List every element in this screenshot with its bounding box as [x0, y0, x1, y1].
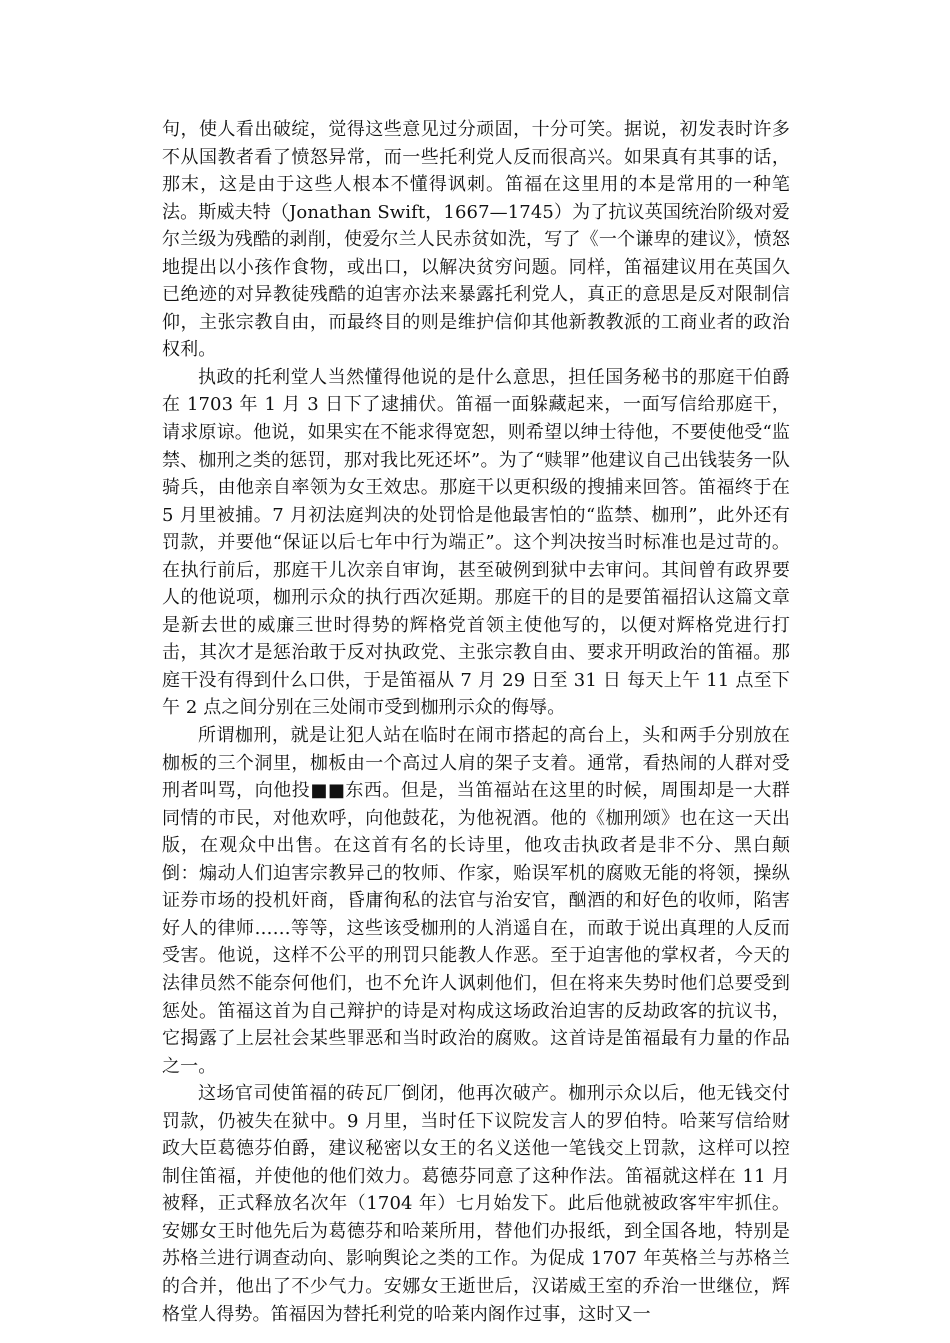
- paragraph-3: 所谓枷刑，就是让犯人站在临时在闹市搭起的高台上，头和两手分别放在枷板的三个洞里，枷板由一个高过人肩的架子支着。通常，看热闹的人群对受刑者叫骂，向他投■■东西。但是，当笛福站在这里的时候，周围却是一大群同情的市民，对他欢呼，向他鼓花，为他祝酒。他的《枷刑颂》也在这一天出版，在观众中出售。在这首有名的长诗里，他攻击执政者是非不分、黑白颠倒：煽动人们迫害宗教异己的牧师、作家，贻误军机的腐败无能的将领，操纵证券市场的投机奸商，昏庸徇私的法官与治安官，酗酒的和好色的收师，陷害好人的律师……等等，这些该受枷刑的人消遥自在，而敢于说出真理的人反而受害。他说，这样不公平的刑罚只能教人作恶。至于迫害他的掌权者，今天的法律员然不能奈何他们，也不允许人讽刺他们，但在将来失势时他们总要受到惩处。笛福这首为自己辩护的诗是对构成这场政治迫害的反劫政客的抗议书，它揭露了上层社会某些罪恶和当时政治的腐败。这首诗是笛福最有力量的作品之一。: [162, 725, 790, 1077]
- document-page: [162, 116, 790, 1328]
- paragraph-2: 执政的托利堂人当然懂得他说的是什么意思，担任国务秘书的那庭干伯爵在 1703 年 1 月 3 日下了逮捕伏。笛福一面躲藏起来，一面写信给那庭干，请求原谅。他说，如果实在不能求得宽恕，则希望以绅士待他，不要使他受“监禁、枷刑之类的惩罚，那对我比死还坏”。为了“赎罪”他建议自己出钱装务一队骑兵，由他亲自率领为女王效忠。那庭干以更积级的搜捕来回答。笛福终于在 5 月里被捕。7 月初法庭判决的处罚恰是他最害怕的“监禁、枷刑”，此外还有罚款，并要他“保证以后七年中行为端正”。这个判决按当时标准也是过苛的。在执行前后，那庭干儿次亲自审询，甚至破例到狱中去审问。其间曾有政界要人的他说项，枷刑示众的执行西次延期。那庭干的目的是要笛福招认这篇文章是新去世的威廉三世时得势的辉格党首领主使他写的，以便对辉格党进行打击，其次才是惩治敢于反对执政党、主张宗教自由、要求开明政治的笛福。那庭干没有得到什么口供，于是笛福从 7 月 29 日至 31 日 每天上午 11 点至下午 2 点之间分别在三处闹市受到枷刑示众的侮辱。: [162, 366, 790, 719]
- paragraph-4: 这场官司使笛福的砖瓦厂倒闭，他再次破产。枷刑示众以后，他无钱交付罚款，仍被失在狱中。9 月里，当时任下议院发言人的罗伯特。哈莱写信给财政大臣葛德芬伯爵，建议秘密以女王的名义送他一笔钱交上罚款，这样可以控制住笛福，并使他的他们效力。葛德芬同意了这种作法。笛福就这样在 11 月被释，正式释放名次年（1704 年）七月始发下。此后他就被政客牢牢抓住。安娜女王时他先后为葛德芬和哈莱所用，替他们办报纸，到全国各地，特别是苏格兰进行调查动向、影响舆论之类的工作。为促成 1707 年英格兰与苏格兰的合并，他出了不少气力。安娜女王逝世后，汉诺威王室的乔治一世继位，辉格堂人得势。笛福因为替托利党的哈莱内阁作过事，这时又一: [162, 1083, 790, 1325]
- paragraph-1: 句，使人看出破绽，觉得这些意见过分顽固，十分可笑。据说，初发表时许多不从国教者看了愤怒异常，而一些托利党人反而很高兴。如果真有其事的话，那末，这是由于这些人根本不懂得讽刺。笛福在这里用的本是常用的一种笔法。斯威夫特（Jonathan Swift，1667—1745）为了抗议英国统治阶级对爱尔兰级为残酷的剥削，使爱尔兰人民赤贫如洗，写了《一个谦卑的建议》，愤怒地提出以小孩作食物，或出口，以解决贫穷问题。同样，笛福建议用在英国久已绝迹的对异教徒残酷的迫害亦法来暴露托利党人，真正的意思是反对限制信仰，主张宗教自由，而最终目的则是维护信仰其他新教教派的工商业者的政治权利。: [162, 119, 790, 361]
